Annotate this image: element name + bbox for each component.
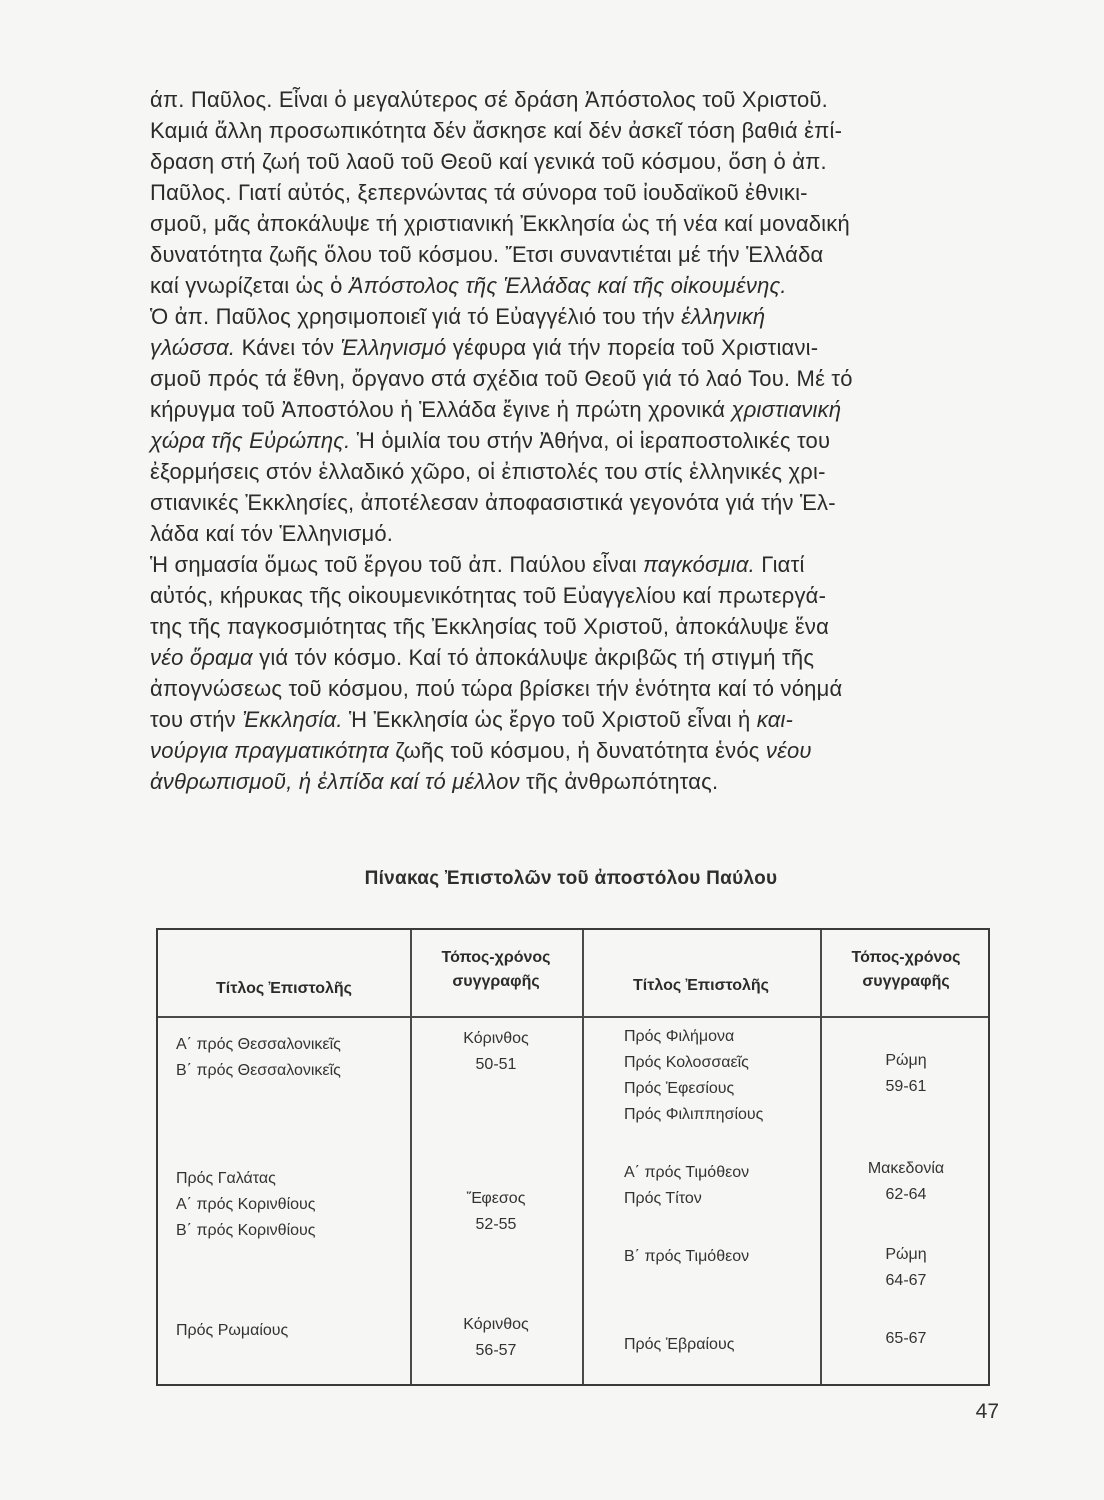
- page-number: 47: [975, 1400, 999, 1423]
- header-place-2: Τόπος-χρόνος συγγραφῆς: [851, 949, 961, 990]
- epistle-title: Πρός Ἐφεσίους: [624, 1080, 735, 1097]
- emphasis: χώρα τῆς Εὐρώπης.: [150, 428, 351, 453]
- emphasis: και-: [756, 707, 794, 732]
- text-line: λάδα καί τόν Ἑλληνισμό.: [150, 521, 394, 546]
- text-line: νέο ὅραμα γιά τόν κόσμο. Καί τό ἀποκάλυψε ἀκριβῶς τή στιγμή τῆς: [150, 645, 815, 670]
- table-caption: Πίνακας Ἐπιστολῶν τοῦ ἀποστόλου Παύλου: [364, 868, 778, 889]
- epistle-title: Πρός Φιλήμονα: [624, 1028, 735, 1045]
- epistle-title: Πρός Φιλιππησίους: [624, 1106, 764, 1123]
- text-line: ἀνθρωπισμοῦ, ἡ ἐλπίδα καί τό μέλλον τῆς ἀνθρωπότητας.: [150, 769, 719, 794]
- emphasis: νέο ὅραμα: [150, 645, 253, 670]
- text-line: ἐξορμήσεις στόν ἑλλαδικό χῶρο, οἱ ἐπιστολές του στίς ἑλληνικές χρι-: [150, 459, 826, 484]
- text-line: χώρα τῆς Εὐρώπης. Ἡ ὁμιλία του στήν Ἀθήνα, οἱ ἱεραποστολικές του: [150, 428, 831, 453]
- epistle-title: Α΄ πρός Τιμόθεον: [624, 1164, 750, 1181]
- epistle-group: [624, 1332, 734, 1358]
- text-line: δραση στή ζωή τοῦ λαοῦ τοῦ Θεοῦ καί γενικά τοῦ κόσμου, ὅση ὁ ἀπ.: [150, 149, 827, 174]
- text-line: της τῆς παγκοσμιότητας τῆς Ἐκκλησίας τοῦ Χριστοῦ, ἀποκάλυψε ἕνα: [150, 614, 830, 639]
- epistle-title: Β΄ πρός Κορινθίους: [176, 1222, 316, 1239]
- text-line: Παῦλος. Γιατί αὐτός, ξεπερνώντας τά σύνορα τοῦ ἰουδαϊκοῦ ἐθνικι-: [150, 180, 808, 205]
- epistle-title: Πρός Τίτον: [624, 1190, 702, 1207]
- text-line: καί γνωρίζεται ὡς ὁ Ἀπόστολος τῆς Ἑλλάδας καί τῆς οἰκουμένης.: [150, 273, 787, 298]
- epistle-title: Α΄ πρός Κορινθίους: [176, 1196, 316, 1213]
- place-date: Κόρινθος 50-51: [463, 1030, 529, 1073]
- text-line: ἀπογνώσεως τοῦ κόσμου, πού τώρα βρίσκει τήν ἑνότητα καί τό νόημά: [150, 676, 843, 701]
- header-title-1: Τίτλος Ἐπιστολῆς: [216, 980, 352, 997]
- epistle-group: [176, 1318, 288, 1344]
- text-line: Ὁ ἀπ. Παῦλος χρησιμοποιεῖ γιά τό Εὐαγγέλιό του τήν ἑλληνική: [150, 304, 766, 329]
- epistle-group: [624, 1024, 763, 1128]
- text-line: σμοῦ, μᾶς ἀποκάλυψε τή χριστιανική Ἐκκλησία ὡς τή νέα καί μοναδική: [150, 211, 850, 236]
- place-date: Μακεδονία 62-64: [867, 1160, 945, 1203]
- text-line: δυνατότητα ζωῆς ὅλου τοῦ κόσμου. Ἔτσι συναντιέται μέ τήν Ἑλλάδα: [150, 242, 824, 267]
- text-line: του στήν Ἐκκλησία. Ἡ Ἐκκλησία ὡς ἔργο τοῦ Χριστοῦ εἶναι ἡ και-: [150, 707, 794, 732]
- epistle-group: [624, 1160, 749, 1212]
- header-place-1: Τόπος-χρόνος συγγραφῆς: [441, 949, 551, 990]
- text-line: κήρυγμα τοῦ Ἀποστόλου ἡ Ἑλλάδα ἔγινε ἡ πρώτη χρονικά χριστιανική: [150, 397, 842, 422]
- text-line: άπ. Παῦλος. Εἶναι ὁ μεγαλύτερος σέ δράση Ἀπόστολος τοῦ Χριστοῦ.: [150, 87, 828, 112]
- emphasis: ἑλληνική: [681, 304, 766, 329]
- text-line: νούργια πραγματικότητα ζωῆς τοῦ κόσμου, ἡ δυνατότητα ἑνός νέου: [150, 738, 812, 763]
- emphasis: νέου: [765, 738, 812, 763]
- text-line: σμοῦ πρός τά ἔθνη, ὄργανο στά σχέδια τοῦ Θεοῦ γιά τό λαό Του. Μέ τό: [150, 366, 853, 391]
- epistle-title: Πρός Ἐβραίους: [624, 1336, 735, 1353]
- place-date: Ρώμη 59-61: [885, 1052, 927, 1095]
- text-line: στιανικές Ἐκκλησίες, ἀποτέλεσαν ἀποφασιστικά γεγονότα γιά τήν Ἑλ-: [150, 490, 836, 515]
- text-line: αὐτός, κήρυκας τῆς οἰκουμενικότητας τοῦ Εὐαγγελίου καί πρωτεργά-: [150, 583, 827, 608]
- emphasis: Ἀπόστολος τῆς Ἑλλάδας καί τῆς οἰκουμένης.: [348, 273, 787, 298]
- epistle-title: Πρός Ρωμαίους: [176, 1322, 289, 1339]
- epistles-table: [156, 928, 990, 1386]
- text-line: Καμιά ἄλλη προσωπικότητα δέν ἄσκησε καί δέν ἀσκεῖ τόση βαθιά ἐπί-: [150, 118, 843, 143]
- emphasis: παγκόσμια.: [643, 552, 755, 577]
- place-date: Ρώμη 64-67: [885, 1246, 927, 1289]
- header-title-2: Τίτλος Ἐπιστολῆς: [633, 977, 769, 994]
- emphasis: νούργια πραγματικότητα: [150, 738, 389, 763]
- table-divider: [158, 1016, 988, 1018]
- emphasis: γλώσσα.: [150, 335, 236, 360]
- epistle-title: Α΄ πρός Θεσσαλονικεῖς: [176, 1036, 341, 1053]
- place-date: Ἔφεσος 52-55: [466, 1190, 526, 1233]
- text-line: Ἡ σημασία ὅμως τοῦ ἔργου τοῦ ἀπ. Παύλου εἶναι παγκόσμια. Γιατί: [150, 552, 805, 577]
- emphasis: Ἑλληνισμό: [340, 335, 447, 360]
- epistle-group: [176, 1166, 315, 1244]
- epistle-title: Πρός Κολοσσαεῖς: [624, 1054, 749, 1071]
- emphasis: Ἐκκλησία.: [242, 707, 343, 732]
- epistle-group: [176, 1032, 341, 1084]
- emphasis: ἀνθρωπισμοῦ, ἡ ἐλπίδα καί τό μέλλον: [150, 769, 520, 794]
- place-date: 65-67: [885, 1330, 927, 1347]
- place-date: Κόρινθος 56-57: [463, 1316, 529, 1359]
- text-line: γλώσσα. Κάνει τόν Ἑλληνισμό γέφυρα γιά τήν πορεία τοῦ Χριστιανι-: [150, 335, 819, 360]
- epistle-group: [624, 1244, 749, 1270]
- epistle-title: Β΄ πρός Θεσσαλονικεῖς: [176, 1062, 341, 1079]
- epistle-title: Πρός Γαλάτας: [176, 1170, 276, 1187]
- epistle-title: Β΄ πρός Τιμόθεον: [624, 1248, 750, 1265]
- body-text: [150, 84, 992, 797]
- table-divider: [582, 930, 584, 1384]
- emphasis: χριστιανική: [731, 397, 842, 422]
